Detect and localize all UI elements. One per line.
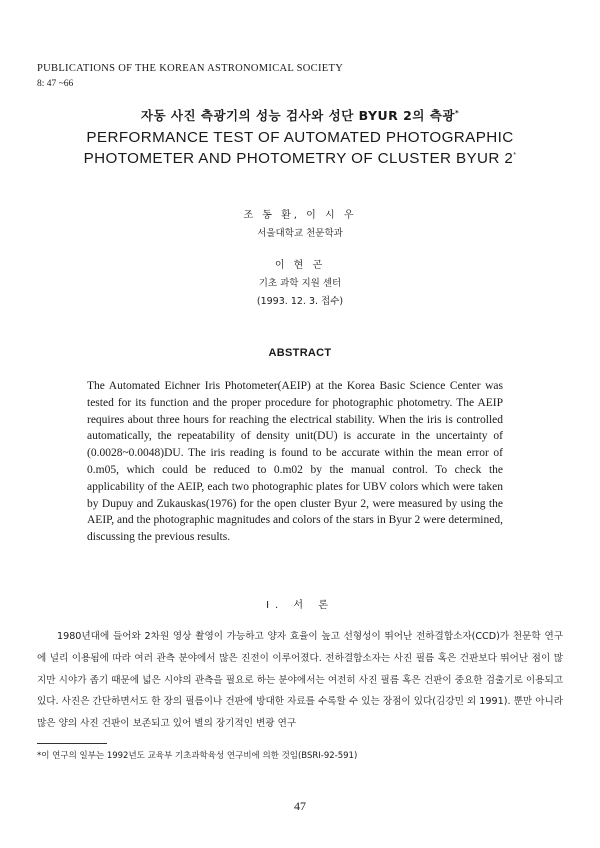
abstract-text: The Automated Eichner Iris Photometer(AEIP) at the Korea Basic Science Center was tested for its function and the proper procedure for photographic photometry. The AEIP requires about three hours for reaching the electrical stability. When the iris is controlled automatically, the repeatability of density unit(DU) is accurate in the uncertainty of (0.0028~0.0048)DU. The iris reading is found to be accurate within the mean error of 0.m05, which could be reduced to 0.m02 by the manual control. To check the applicability of the AEIP, each two photographic plates for UBV colors which were taken by Dupuy and Zukauskas(1976) for the open cluster Byur 2, were measured by using the AEIP, and the photographic magnitudes and colors of the stars in Byur 2 were determined, discussing the previous results. bbox=[87, 380, 503, 544]
title-english-line1: PERFORMANCE TEST OF AUTOMATED PHOTOGRAPHIC bbox=[86, 129, 514, 146]
paper-title bbox=[0, 106, 600, 169]
author-names-1: 조 동 환, 이 시 우 bbox=[243, 210, 357, 221]
section-heading: I. 서 론 bbox=[266, 600, 334, 611]
footnote-rule bbox=[37, 743, 107, 744]
author-block bbox=[0, 207, 600, 311]
author-names-2: 이 현 곤 bbox=[274, 260, 326, 271]
title-english-footnote-mark: * bbox=[513, 151, 517, 159]
title-english bbox=[0, 127, 600, 169]
title-footnote-mark: * bbox=[454, 108, 460, 117]
received-date: (1993. 12. 3. 접수) bbox=[256, 296, 344, 307]
journal-name: PUBLICATIONS OF THE KOREAN ASTRONOMICAL SOCIETY bbox=[37, 63, 344, 74]
author-affiliation-2: 기초 과학 지원 센터 bbox=[258, 278, 342, 289]
section-paragraph: 1980년대에 들어와 2차원 영상 촬영이 가능하고 양자 효율이 높고 선형성이 뛰어난 전하결합소자(CCD)가 천문학 연구에 널리 이용됨에 따라 여러 관측 분야에서 많은 진전이 이루어졌다. 전하결합소자는 사진 필름 혹은 건판보다 뛰어난 점이 많지만 시야가 좁기 때문에 넓은 시야의 관측을 필요로 하는 분야에서는 여전히 사진 필름 혹은 건판이 중요한 검출기로 이용되고 있다. 사진은 간단하면서도 한 장의 필름이나 건판에 방대한 자료를 수록할 수 있는 장점이 있다(김강민 외 1991). 뿐만 아니라 많은 양의 사진 건판이 보존되고 있어 별의 장기적인 변광 연구 bbox=[37, 631, 563, 730]
author-affiliation-1: 서울대학교 천문학과 bbox=[257, 228, 343, 239]
footnote: *이 연구의 일부는 1992년도 교육부 기초과학육성 연구비에 의한 것임(BSRI-92-591) bbox=[37, 751, 358, 761]
page-number: 47 bbox=[294, 799, 306, 813]
title-english-line2-wrap bbox=[0, 148, 600, 169]
journal-issue: 8: 47 ~66 bbox=[37, 79, 74, 89]
title-english-line2: PHOTOMETER AND PHOTOMETRY OF CLUSTER BYUR 2 bbox=[83, 150, 514, 167]
section-body bbox=[37, 626, 563, 735]
journal-header bbox=[37, 62, 343, 91]
abstract-heading: ABSTRACT bbox=[268, 347, 332, 359]
abstract-body bbox=[87, 378, 503, 546]
title-korean: 자동 사진 측광기의 성능 검사와 성단 BYUR 2의 측광* bbox=[140, 108, 460, 123]
